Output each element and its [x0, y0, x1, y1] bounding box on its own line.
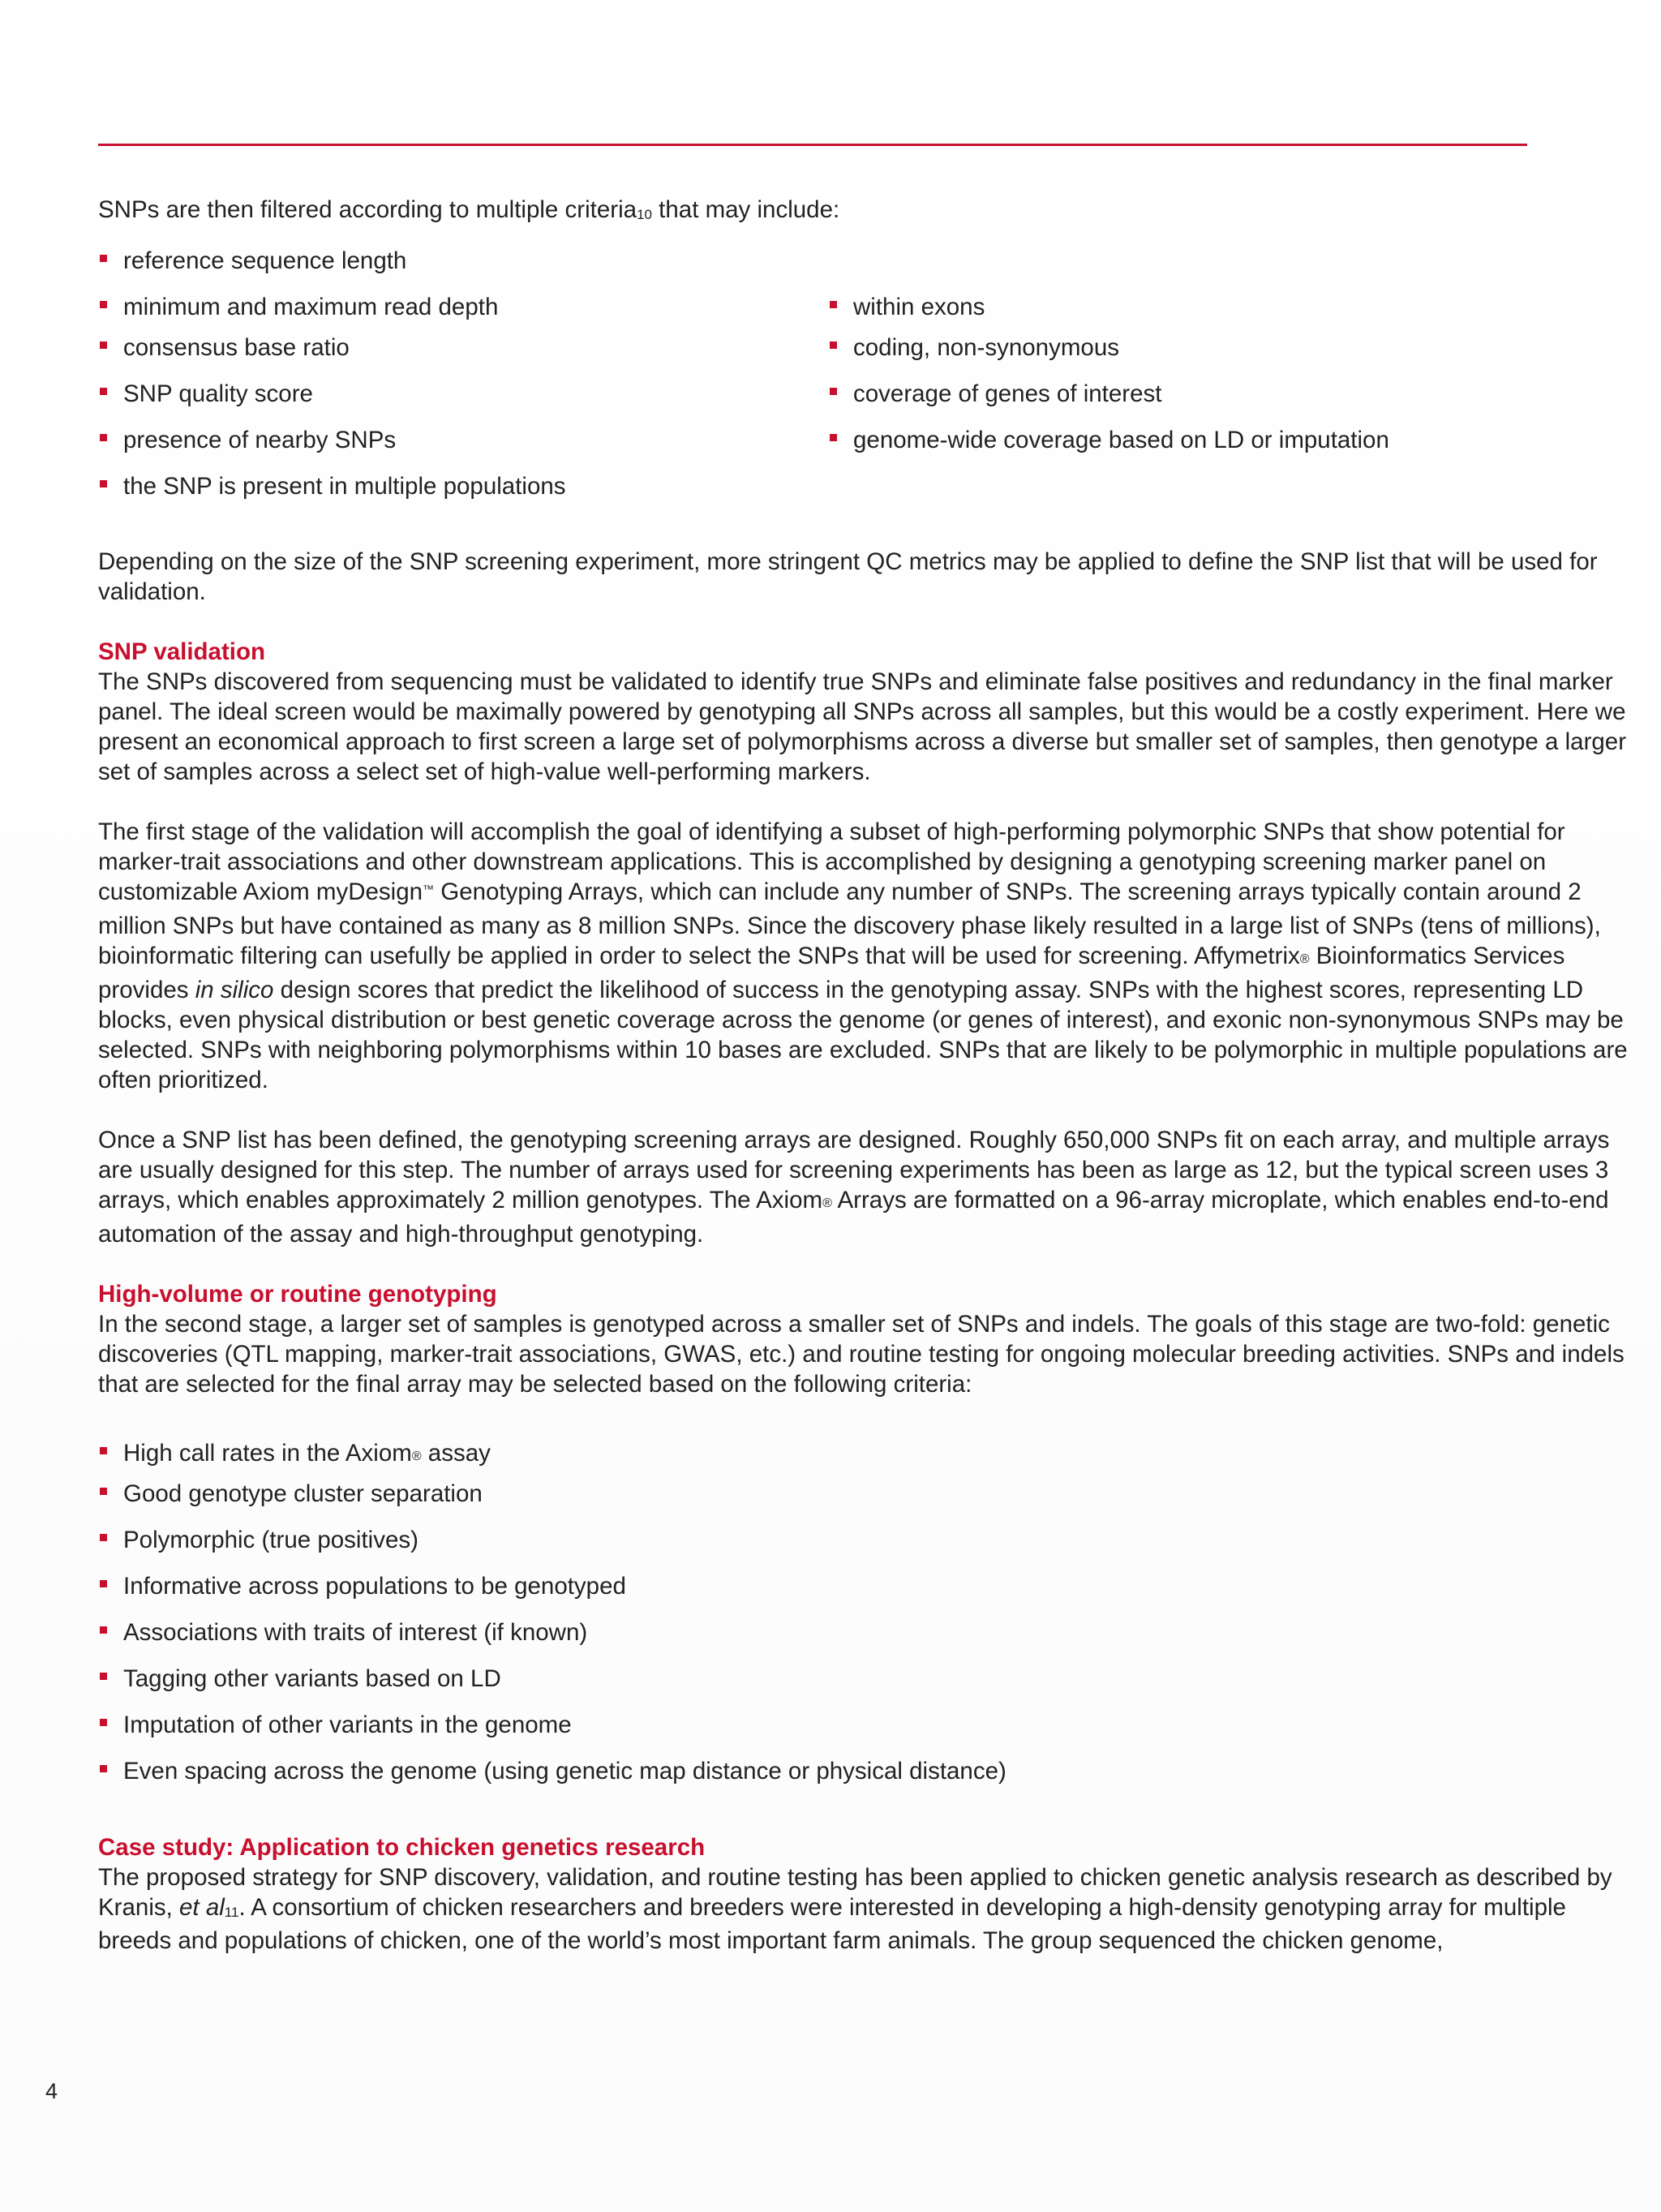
list-item: coding, non-synonymous [828, 333, 1558, 379]
bullet-icon [100, 388, 107, 395]
snp-validation-heading: SNP validation [98, 638, 266, 665]
list-item: coverage of genes of interest [828, 379, 1558, 425]
trademark-symbol: ™ [423, 883, 435, 896]
list-item: the SNP is present in multiple populations [98, 471, 828, 518]
bullet-icon [100, 434, 107, 441]
bullet-icon [100, 1488, 107, 1495]
high-volume-heading: High-volume or routine genotyping [98, 1281, 497, 1308]
snp-validation-paragraph-2: The first stage of the validation will accomplish the goal of identifying a subset of high-performing polymorphic SNPs that show potential for marker-trait associations and other downstream applications. This is accomplished by designing a genotyping screening marker panel on customizable Axiom myDesign™ Genotyping Arrays, which can include any number of SNPs. The screening arrays typically contain around 2 million SNPs but have contained as many as 8 million SNPs. Since the discovery phase likely resulted in a large list of SNPs (tens of millions), bioinformatic filtering can usefully be applied in order to select the SNPs that will be used for screening. Affymetrix® Bioinformatics Services provides in silico design scores that predict the likelihood of success in the genotyping assay. SNPs with the highest scores, representing LD blocks, even physical distribution or best genetic coverage across the genome (or genes of interest), and exonic non-synonymous SNPs may be selected. SNPs with neighboring polymorphisms within 10 bases are excluded. SNPs that are likely to be polymorphic in multiple populations are often prioritized. [98, 818, 1628, 1093]
list-item: consensus base ratio [98, 333, 828, 379]
bullet-icon [830, 434, 837, 441]
reference-marker: 11 [224, 1905, 239, 1920]
bullet-icon [100, 255, 107, 262]
document-body [98, 195, 1631, 1956]
list-item: minimum and maximum read depth [98, 292, 828, 333]
qc-paragraph: Depending on the size of the SNP screening experiment, more stringent QC metrics may be applied to define the SNP list that will be used for validation. [98, 548, 1598, 605]
list-item: Associations with traits of interest (if known) [98, 1617, 1631, 1664]
registered-symbol: ® [822, 1196, 832, 1210]
list-item: genome-wide coverage based on LD or imputation [828, 425, 1558, 471]
case-study-paragraph: The proposed strategy for SNP discovery, validation, and routine testing has been applied to chicken genetic analysis research as described by Kranis, et al11. A consortium of chicken researchers and breeders were interested in developing a high-density genotyping array for multiple breeds and populations of chicken, one of the world’s most important farm animals. The group sequenced the chicken genome, [98, 1864, 1612, 1954]
reference-marker: 10 [637, 207, 652, 222]
intro-text: SNPs are then filtered according to multiple criteria [98, 196, 637, 223]
bullet-icon [830, 388, 837, 395]
case-study-heading: Case study: Application to chicken genetics research [98, 1834, 706, 1861]
bullet-icon [100, 1580, 107, 1587]
snp-validation-paragraph-1: The SNPs discovered from sequencing must be validated to identify true SNPs and eliminate false positives and redundancy in the final marker panel. The ideal screen would be maximally powered by genotyping all SNPs across all samples, but this would be a costly experiment. Here we present an economical approach to first screen a large set of polymorphisms across a diverse but smaller set of samples, then genotype a larger set of samples across a select set of high-value well-performing markers. [98, 668, 1627, 785]
list-item: High call rates in the Axiom® assay [98, 1438, 1631, 1479]
bullet-icon [100, 1719, 107, 1726]
criteria-list-right [828, 246, 1558, 518]
bullet-icon [100, 480, 107, 487]
list-item: Good genotype cluster separation [98, 1479, 1631, 1525]
bullet-icon [100, 1626, 107, 1634]
bullet-icon [100, 1447, 107, 1454]
criteria-columns [98, 246, 1631, 518]
registered-symbol: ® [1299, 952, 1310, 966]
list-item: Imputation of other variants in the genome [98, 1710, 1631, 1756]
snp-validation-paragraph-3: Once a SNP list has been defined, the genotyping screening arrays are designed. Roughly 650,000 SNPs fit on each array, and multiple arrays are usually designed for this step. The number of arrays used for screening experiments has been as large as 12, but the typical screen uses 3 arrays, which enables approximately 2 million genotypes. The Axiom® Arrays are formatted on a 96-array microplate, which enables end-to-end automation of the assay and high-throughput genotyping. [98, 1127, 1610, 1248]
registered-symbol: ® [411, 1450, 422, 1463]
bullet-icon [100, 1534, 107, 1541]
list-item: Informative across populations to be genotyped [98, 1571, 1631, 1617]
list-item: presence of nearby SNPs [98, 425, 828, 471]
bullet-icon [100, 301, 107, 308]
list-item: Polymorphic (true positives) [98, 1525, 1631, 1571]
list-item: Tagging other variants based on LD [98, 1664, 1631, 1710]
criteria-list-left [98, 246, 828, 518]
list-item: SNP quality score [98, 379, 828, 425]
final-array-criteria-list [98, 1438, 1631, 1802]
bullet-icon [830, 341, 837, 349]
filter-intro [98, 195, 1631, 228]
intro-text-end: that may include: [651, 196, 840, 223]
bullet-icon [100, 1765, 107, 1772]
bullet-icon [100, 341, 107, 349]
list-item: Even spacing across the genome (using genetic map distance or physical distance) [98, 1756, 1631, 1802]
list-item: within exons [828, 292, 1558, 333]
page-number: 4 [45, 2079, 58, 2103]
bullet-icon [830, 301, 837, 308]
list-item: reference sequence length [98, 246, 828, 292]
header-rule [98, 144, 1527, 146]
high-volume-paragraph: In the second stage, a larger set of samples is genotyped across a smaller set of SNPs and indels. The goals of this stage are two-fold: genetic discoveries (QTL mapping, marker-trait associations, GWAS, etc.) and routine testing for ongoing molecular breeding activities. SNPs and indels that are selected for the final array may be selected based on the following criteria: [98, 1311, 1625, 1398]
bullet-icon [100, 1673, 107, 1680]
